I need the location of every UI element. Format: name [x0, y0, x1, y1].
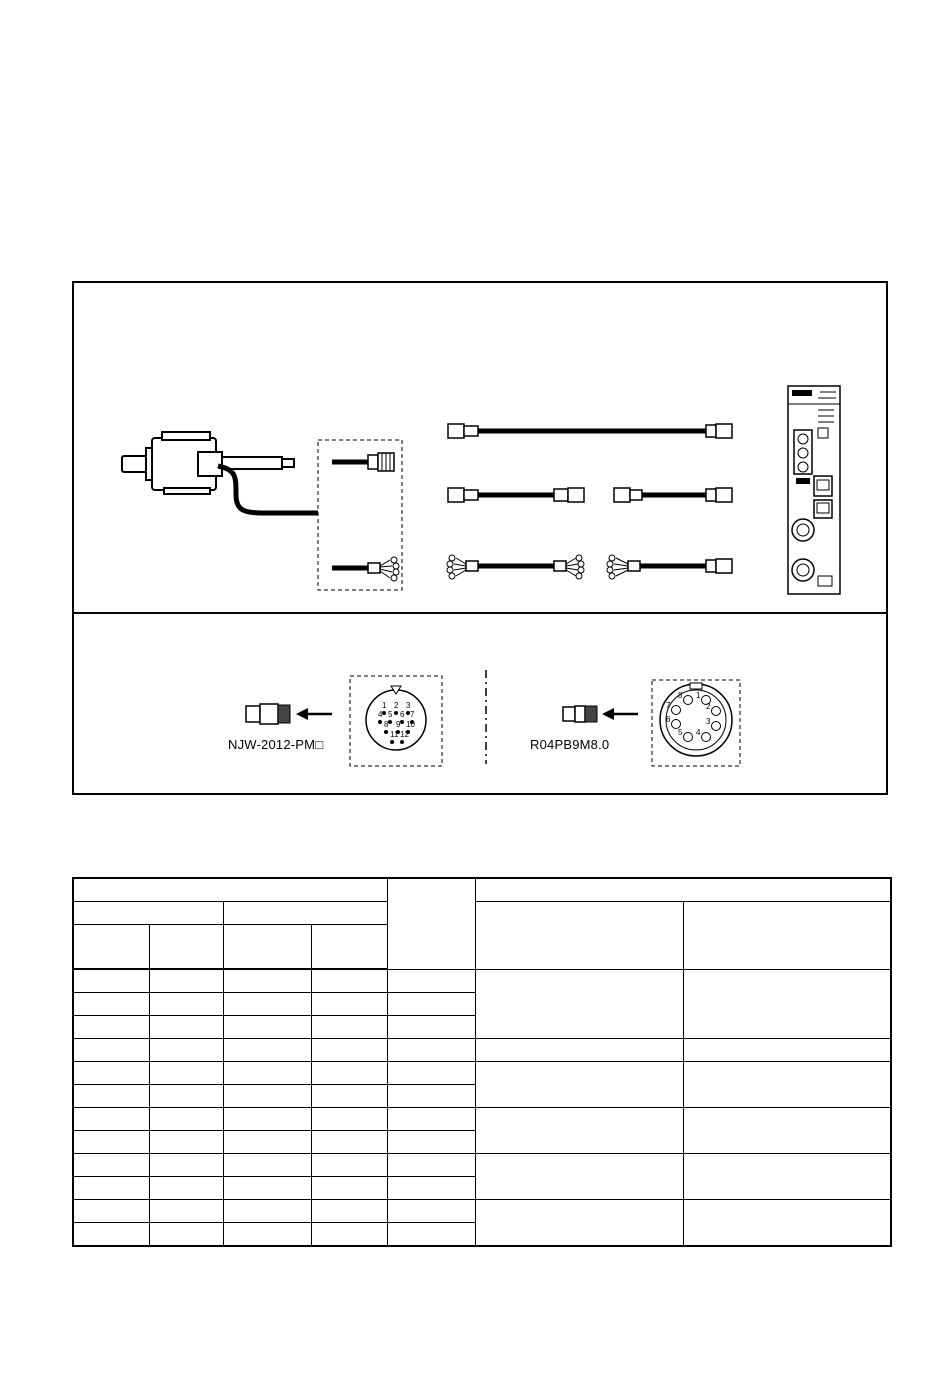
svg-text:5: 5 [388, 710, 393, 719]
cable-icon [607, 555, 732, 579]
svg-text:2: 2 [394, 701, 399, 710]
table-row [73, 1154, 891, 1177]
svg-text:9: 9 [396, 720, 401, 729]
cable-icon [447, 555, 584, 579]
svg-text:3: 3 [406, 701, 411, 710]
svg-text:8: 8 [384, 720, 389, 729]
table-cell [475, 1200, 683, 1247]
table-header-cell [73, 925, 149, 970]
table-cell [475, 969, 683, 1039]
svg-text:11: 11 [390, 730, 399, 739]
table-cell [683, 969, 891, 1039]
left-connector-part-number: NJW-2012-PM□ [228, 737, 324, 752]
svg-text:1: 1 [696, 691, 701, 700]
table-header-cell [149, 925, 223, 970]
pin-assignment-table [72, 877, 892, 1247]
svg-text:8: 8 [678, 691, 683, 700]
table-header-cell [475, 878, 891, 902]
svg-text:3: 3 [706, 717, 711, 726]
table-cell [475, 1154, 683, 1200]
table-cell [475, 1062, 683, 1108]
svg-text:6: 6 [400, 710, 405, 719]
svg-text:10: 10 [406, 720, 415, 729]
table-cell [683, 1108, 891, 1154]
motor-cable [218, 466, 318, 513]
table-row [73, 1108, 891, 1131]
cable-icon [448, 424, 732, 438]
table-row [73, 1062, 891, 1085]
connector-plug-icon [246, 704, 290, 724]
svg-text:4: 4 [696, 728, 701, 737]
table-header-cell [475, 902, 683, 970]
table-header-cell [311, 925, 387, 970]
svg-text:7: 7 [666, 701, 671, 710]
table-cell [683, 1154, 891, 1200]
connector-plug-icon [332, 453, 394, 471]
loose-wires-icon [332, 557, 399, 581]
table-header-cell [223, 902, 387, 925]
driver-unit-icon [788, 386, 840, 594]
svg-text:7: 7 [410, 710, 415, 719]
svg-text:12: 12 [400, 730, 409, 739]
arrow-left-icon [296, 708, 332, 720]
table-header-cell [387, 878, 475, 969]
table-row [73, 1200, 891, 1223]
table-header-cell [73, 878, 387, 902]
svg-text:5: 5 [678, 728, 683, 737]
table-header-cell [223, 925, 311, 970]
cable-icon [448, 488, 584, 502]
table-row [73, 969, 891, 993]
table-cell [683, 1200, 891, 1247]
table-row [73, 1039, 891, 1062]
table-header-cell [683, 902, 891, 970]
connector-plug-icon [563, 706, 597, 722]
cable-icon [614, 488, 732, 502]
motor-icon [122, 432, 294, 494]
table-cell [683, 1062, 891, 1108]
pin-face-icon [366, 686, 426, 750]
arrow-left-icon [602, 708, 638, 720]
svg-text:6: 6 [666, 715, 671, 724]
svg-text:4: 4 [378, 710, 383, 719]
svg-text:1: 1 [382, 701, 387, 710]
table-cell [475, 1108, 683, 1154]
svg-text:2: 2 [706, 702, 711, 711]
table-header-cell [73, 902, 223, 925]
right-connector-part-number: R04PB9M8.0 [530, 737, 610, 752]
